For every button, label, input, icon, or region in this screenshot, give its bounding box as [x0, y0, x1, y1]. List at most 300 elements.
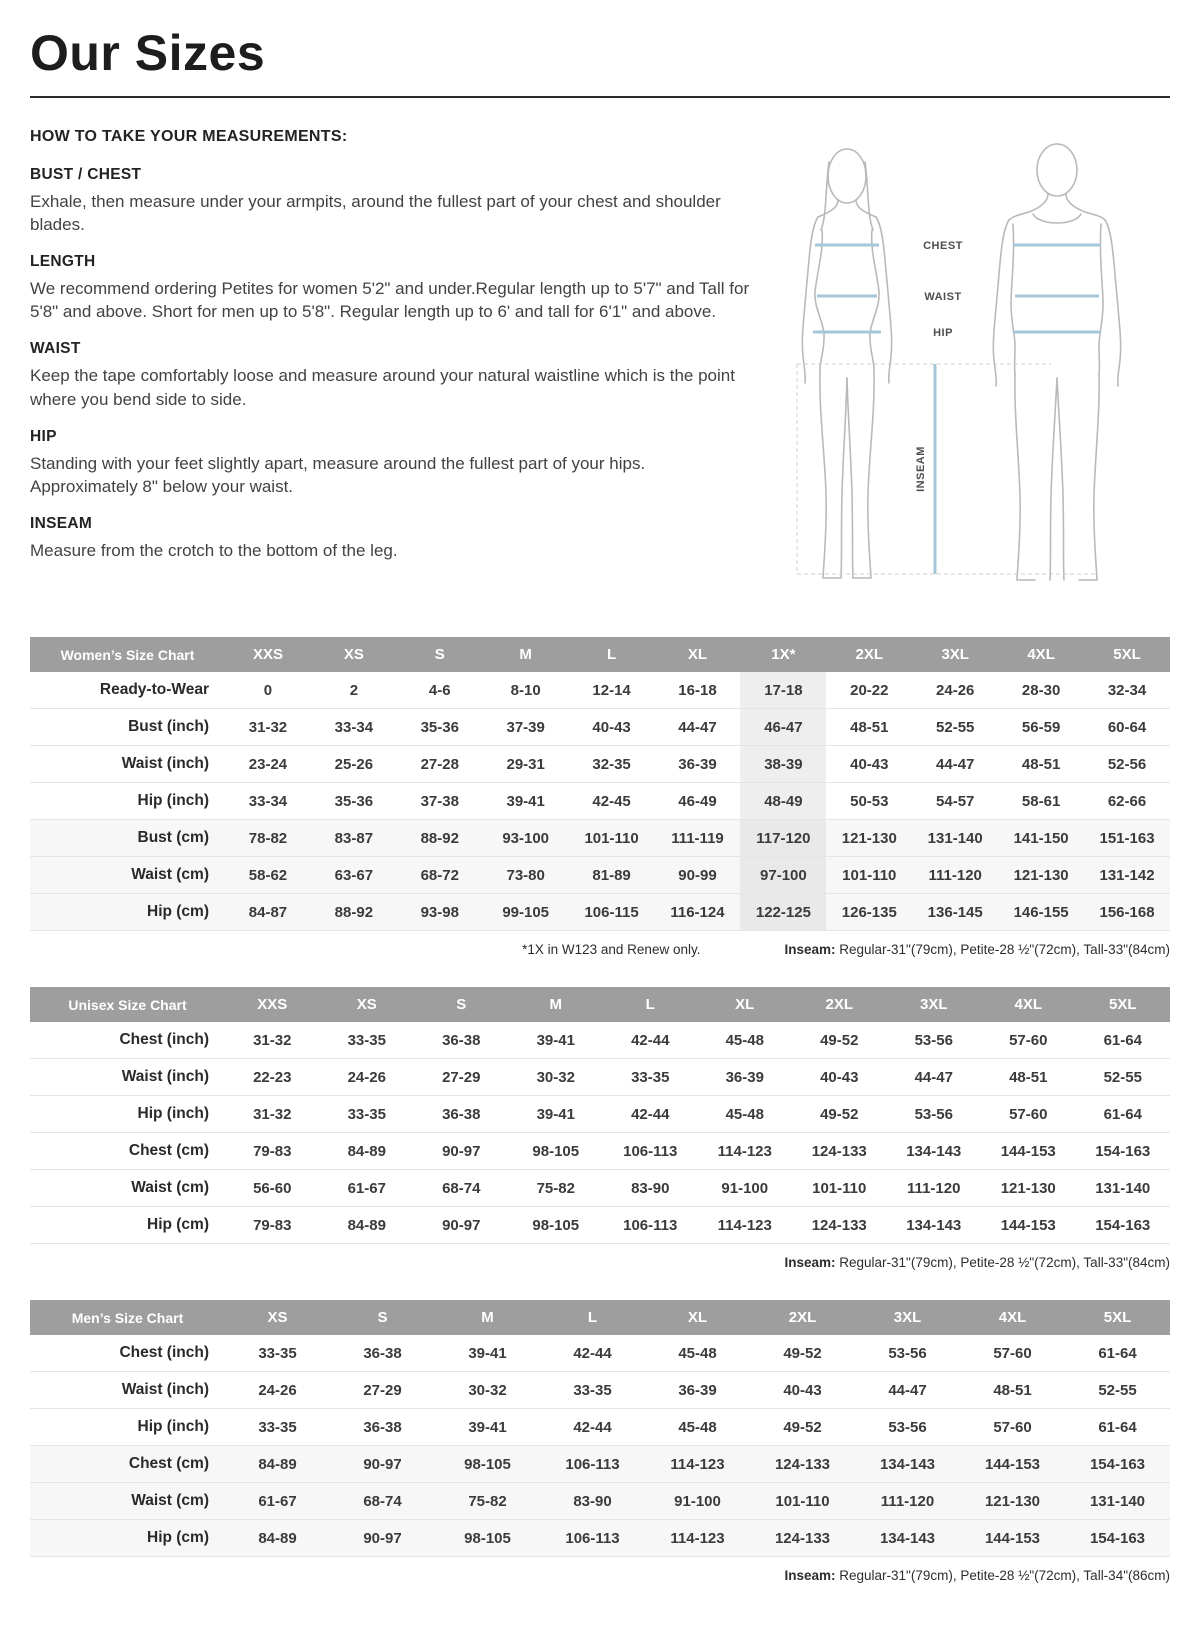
table-row — [30, 1483, 1170, 1520]
row-label-cell: Chest (cm) — [30, 1133, 225, 1170]
size-value-cell: 151-163 — [1084, 820, 1170, 857]
size-value-cell: 122-125 — [740, 894, 826, 931]
inseam-note-text: Regular-31"(79cm), Petite-28 ½"(72cm), Tall-33"(84cm) — [835, 1255, 1170, 1270]
size-value-cell: 124-133 — [750, 1520, 855, 1557]
size-value-cell: 121-130 — [981, 1170, 1076, 1207]
size-column-header: L — [603, 987, 698, 1022]
size-value-cell: 106-113 — [603, 1133, 698, 1170]
size-value-cell: 35-36 — [311, 783, 397, 820]
size-value-cell: 61-67 — [320, 1170, 415, 1207]
size-value-cell: 116-124 — [655, 894, 741, 931]
title-divider — [30, 96, 1170, 98]
size-value-cell: 83-90 — [540, 1483, 645, 1520]
size-value-cell: 156-168 — [1084, 894, 1170, 931]
size-column-header: 5XL — [1084, 637, 1170, 672]
size-value-cell: 23-24 — [225, 746, 311, 783]
size-value-cell: 32-35 — [569, 746, 655, 783]
inseam-note-label: Inseam: — [784, 1568, 836, 1583]
waist-diagram-label: WAIST — [924, 291, 962, 303]
size-value-cell: 68-74 — [330, 1483, 435, 1520]
row-label-cell: Waist (inch) — [30, 746, 225, 783]
size-value-cell: 75-82 — [435, 1483, 540, 1520]
size-column-header: XL — [645, 1300, 750, 1335]
size-column-header: 2XL — [826, 637, 912, 672]
table-row — [30, 1133, 1170, 1170]
size-value-cell: 30-32 — [435, 1372, 540, 1409]
size-value-cell: 44-47 — [912, 746, 998, 783]
inseam-diagram-label: INSEAM — [915, 446, 927, 492]
size-value-cell: 42-44 — [603, 1022, 698, 1059]
size-value-cell: 106-115 — [569, 894, 655, 931]
size-value-cell: 134-143 — [887, 1207, 982, 1244]
size-value-cell: 90-97 — [330, 1446, 435, 1483]
size-column-header: 4XL — [960, 1300, 1065, 1335]
guide-section-title: LENGTH — [30, 253, 96, 271]
size-value-cell: 42-44 — [603, 1096, 698, 1133]
size-tables — [30, 637, 1170, 1583]
guide-section-body: We recommend ordering Petites for women 5'2" and under.Regular length up to 5'7" and Tall for 5'8" and above. Short for men up to 5'8". Regular length up to 6' and tall for 6'1" and above. — [30, 279, 750, 322]
size-value-cell: 24-26 — [912, 672, 998, 709]
size-value-cell: 111-120 — [912, 857, 998, 894]
size-value-cell: 144-153 — [981, 1133, 1076, 1170]
size-value-cell: 93-98 — [397, 894, 483, 931]
size-value-cell: 124-133 — [792, 1207, 887, 1244]
table-header-row — [30, 637, 1170, 672]
size-value-cell: 20-22 — [826, 672, 912, 709]
size-value-cell: 144-153 — [960, 1446, 1065, 1483]
table-row — [30, 1059, 1170, 1096]
row-label-cell: Chest (inch) — [30, 1335, 225, 1372]
size-column-header: 5XL — [1076, 987, 1171, 1022]
size-value-cell: 84-89 — [320, 1133, 415, 1170]
inseam-note-label: Inseam: — [784, 942, 836, 957]
size-value-cell: 84-89 — [225, 1520, 330, 1557]
guide-section-title: INSEAM — [30, 514, 93, 532]
size-value-cell: 124-133 — [750, 1446, 855, 1483]
size-value-cell: 45-48 — [698, 1022, 793, 1059]
table-row — [30, 1446, 1170, 1483]
row-label-cell: Hip (inch) — [30, 1409, 225, 1446]
size-value-cell: 30-32 — [509, 1059, 604, 1096]
size-value-cell: 45-48 — [698, 1096, 793, 1133]
size-value-cell: 40-43 — [569, 709, 655, 746]
size-value-cell: 36-38 — [330, 1335, 435, 1372]
guide-section-body: Measure from the crotch to the bottom of the leg. — [30, 540, 398, 560]
size-column-header: 3XL — [887, 987, 982, 1022]
size-value-cell: 73-80 — [483, 857, 569, 894]
table-title-cell: Unisex Size Chart — [30, 987, 225, 1022]
size-value-cell: 111-120 — [887, 1170, 982, 1207]
size-value-cell: 31-32 — [225, 1096, 320, 1133]
size-value-cell: 39-41 — [483, 783, 569, 820]
size-value-cell: 16-18 — [655, 672, 741, 709]
table-row — [30, 709, 1170, 746]
size-value-cell: 83-90 — [603, 1170, 698, 1207]
size-value-cell: 40-43 — [750, 1372, 855, 1409]
size-value-cell: 27-29 — [330, 1372, 435, 1409]
size-value-cell: 101-110 — [792, 1170, 887, 1207]
size-value-cell: 121-130 — [826, 820, 912, 857]
size-value-cell: 52-55 — [912, 709, 998, 746]
size-value-cell: 49-52 — [792, 1096, 887, 1133]
size-value-cell: 117-120 — [740, 820, 826, 857]
inseam-note-text: Regular-31"(79cm), Petite-28 ½"(72cm), Tall-33"(84cm) — [835, 942, 1170, 957]
size-value-cell: 101-110 — [569, 820, 655, 857]
size-value-cell: 24-26 — [320, 1059, 415, 1096]
guide-section-length — [30, 253, 752, 323]
table-header-row — [30, 1300, 1170, 1335]
guide-section-body: Keep the tape comfortably loose and measure around your natural waistline which is the point where you bend side to side. — [30, 366, 735, 409]
instructions-heading: HOW TO TAKE YOUR MEASUREMENTS: — [30, 128, 348, 145]
size-value-cell: 22-23 — [225, 1059, 320, 1096]
guide-section-title: BUST / CHEST — [30, 166, 142, 183]
size-value-cell: 58-62 — [225, 857, 311, 894]
size-value-cell: 52-56 — [1084, 746, 1170, 783]
size-value-cell: 90-97 — [414, 1133, 509, 1170]
size-value-cell: 33-34 — [225, 783, 311, 820]
size-value-cell: 44-47 — [855, 1372, 960, 1409]
size-value-cell: 36-38 — [414, 1096, 509, 1133]
row-label-cell: Bust (cm) — [30, 820, 225, 857]
table-row — [30, 1335, 1170, 1372]
size-value-cell: 54-57 — [912, 783, 998, 820]
size-value-cell: 91-100 — [645, 1483, 750, 1520]
unisex-size-chart-section — [30, 987, 1170, 1270]
row-label-cell: Chest (cm) — [30, 1446, 225, 1483]
size-value-cell: 124-133 — [792, 1133, 887, 1170]
size-value-cell: 45-48 — [645, 1409, 750, 1446]
size-value-cell: 141-150 — [998, 820, 1084, 857]
size-value-cell: 134-143 — [855, 1520, 960, 1557]
size-value-cell: 4-6 — [397, 672, 483, 709]
table-row — [30, 783, 1170, 820]
size-value-cell: 75-82 — [509, 1170, 604, 1207]
size-value-cell: 39-41 — [509, 1096, 604, 1133]
measurement-instructions — [30, 124, 752, 579]
size-value-cell: 29-31 — [483, 746, 569, 783]
size-value-cell: 131-142 — [1084, 857, 1170, 894]
womens-size-chart-footnotes — [30, 942, 1170, 957]
size-column-header: 3XL — [912, 637, 998, 672]
size-value-cell: 31-32 — [225, 709, 311, 746]
size-value-cell: 57-60 — [981, 1096, 1076, 1133]
size-value-cell: 33-35 — [225, 1409, 330, 1446]
inseam-note-label: Inseam: — [784, 1255, 836, 1270]
size-value-cell: 44-47 — [887, 1059, 982, 1096]
size-column-header: XS — [320, 987, 415, 1022]
size-column-header: 5XL — [1065, 1300, 1170, 1335]
size-value-cell: 36-39 — [655, 746, 741, 783]
inseam-note — [784, 1568, 1170, 1583]
size-value-cell: 93-100 — [483, 820, 569, 857]
size-value-cell: 101-110 — [826, 857, 912, 894]
table-row — [30, 857, 1170, 894]
male-figure — [993, 144, 1120, 580]
size-value-cell: 84-89 — [225, 1446, 330, 1483]
guide-section-title: HIP — [30, 427, 57, 445]
body-measurement-diagram-svg — [764, 124, 1170, 602]
size-value-cell: 62-66 — [1084, 783, 1170, 820]
size-value-cell: 25-26 — [311, 746, 397, 783]
size-column-header: 3XL — [855, 1300, 960, 1335]
inseam-note — [784, 942, 1170, 957]
row-label-cell: Hip (inch) — [30, 783, 225, 820]
row-label-cell: Hip (cm) — [30, 1520, 225, 1557]
size-value-cell: 0 — [225, 672, 311, 709]
size-value-cell: 154-163 — [1076, 1207, 1171, 1244]
row-label-cell: Waist (cm) — [30, 1483, 225, 1520]
table-row — [30, 894, 1170, 931]
womens-size-chart — [30, 637, 1170, 931]
size-value-cell: 48-51 — [826, 709, 912, 746]
size-value-cell: 154-163 — [1065, 1446, 1170, 1483]
size-value-cell: 33-35 — [320, 1022, 415, 1059]
size-value-cell: 60-64 — [1084, 709, 1170, 746]
mens-size-chart — [30, 1300, 1170, 1557]
row-label-cell: Waist (inch) — [30, 1372, 225, 1409]
womens-size-chart-section — [30, 637, 1170, 957]
size-value-cell: 35-36 — [397, 709, 483, 746]
size-value-cell: 114-123 — [698, 1133, 793, 1170]
size-value-cell: 126-135 — [826, 894, 912, 931]
size-value-cell: 98-105 — [509, 1133, 604, 1170]
row-label-cell: Waist (cm) — [30, 857, 225, 894]
size-column-header: L — [569, 637, 655, 672]
size-column-header: XXS — [225, 637, 311, 672]
table-row — [30, 746, 1170, 783]
size-value-cell: 39-41 — [509, 1022, 604, 1059]
size-value-cell: 8-10 — [483, 672, 569, 709]
mens-size-chart-footnotes — [30, 1568, 1170, 1583]
size-value-cell: 48-49 — [740, 783, 826, 820]
size-value-cell: 36-38 — [330, 1409, 435, 1446]
size-column-header: 1X* — [740, 637, 826, 672]
size-value-cell: 53-56 — [855, 1335, 960, 1372]
size-value-cell: 131-140 — [912, 820, 998, 857]
size-value-cell: 39-41 — [435, 1409, 540, 1446]
size-value-cell: 12-14 — [569, 672, 655, 709]
size-column-header: 4XL — [998, 637, 1084, 672]
size-column-header: XS — [311, 637, 397, 672]
size-value-cell: 46-47 — [740, 709, 826, 746]
size-value-cell: 106-113 — [603, 1207, 698, 1244]
size-value-cell: 50-53 — [826, 783, 912, 820]
hip-diagram-label: HIP — [933, 327, 953, 339]
size-value-cell: 121-130 — [998, 857, 1084, 894]
size-value-cell: 49-52 — [750, 1335, 855, 1372]
size-value-cell: 84-89 — [320, 1207, 415, 1244]
size-value-cell: 24-26 — [225, 1372, 330, 1409]
guide-section-body: Standing with your feet slightly apart, measure around the fullest part of your hips. Approximately 8" below your waist. — [30, 453, 646, 496]
row-label-cell: Chest (inch) — [30, 1022, 225, 1059]
size-column-header: M — [509, 987, 604, 1022]
size-value-cell: 49-52 — [792, 1022, 887, 1059]
size-value-cell: 40-43 — [826, 746, 912, 783]
size-value-cell: 53-56 — [887, 1096, 982, 1133]
size-value-cell: 57-60 — [981, 1022, 1076, 1059]
table-row — [30, 1096, 1170, 1133]
table-row — [30, 820, 1170, 857]
size-value-cell: 48-51 — [998, 746, 1084, 783]
table-row — [30, 1170, 1170, 1207]
size-value-cell: 90-99 — [655, 857, 741, 894]
table-row — [30, 1520, 1170, 1557]
size-column-header: 4XL — [981, 987, 1076, 1022]
size-value-cell: 97-100 — [740, 857, 826, 894]
row-label-cell: Waist (cm) — [30, 1170, 225, 1207]
guide-section-title: WAIST — [30, 340, 81, 358]
size-value-cell: 79-83 — [225, 1207, 320, 1244]
guide-section-inseam — [30, 515, 752, 562]
size-value-cell: 57-60 — [960, 1335, 1065, 1372]
mens-size-chart-section — [30, 1300, 1170, 1583]
table-header-row — [30, 987, 1170, 1022]
size-value-cell: 31-32 — [225, 1022, 320, 1059]
size-value-cell: 114-123 — [698, 1207, 793, 1244]
unisex-size-chart — [30, 987, 1170, 1244]
size-value-cell: 2 — [311, 672, 397, 709]
chest-diagram-label: CHEST — [923, 240, 963, 252]
size-value-cell: 37-38 — [397, 783, 483, 820]
size-column-header: S — [397, 637, 483, 672]
size-value-cell: 52-55 — [1076, 1059, 1171, 1096]
table-row — [30, 672, 1170, 709]
size-value-cell: 63-67 — [311, 857, 397, 894]
size-value-cell: 114-123 — [645, 1446, 750, 1483]
guide-section-bust-chest — [30, 166, 752, 236]
size-value-cell: 134-143 — [855, 1446, 960, 1483]
row-label-cell: Ready-to-Wear — [30, 672, 225, 709]
size-value-cell: 57-60 — [960, 1409, 1065, 1446]
page-title: Our Sizes — [30, 25, 266, 81]
size-value-cell: 37-39 — [483, 709, 569, 746]
size-value-cell: 83-87 — [311, 820, 397, 857]
measurement-diagram — [764, 124, 1170, 607]
size-value-cell: 46-49 — [655, 783, 741, 820]
size-value-cell: 39-41 — [435, 1335, 540, 1372]
size-value-cell: 48-51 — [981, 1059, 1076, 1096]
size-column-header: XS — [225, 1300, 330, 1335]
size-value-cell: 144-153 — [981, 1207, 1076, 1244]
size-value-cell: 154-163 — [1065, 1520, 1170, 1557]
row-label-cell: Waist (inch) — [30, 1059, 225, 1096]
size-value-cell: 111-119 — [655, 820, 741, 857]
size-column-header: S — [414, 987, 509, 1022]
size-value-cell: 17-18 — [740, 672, 826, 709]
guide-section-body: Exhale, then measure under your armpits, around the fullest part of your chest and shoulder blades. — [30, 192, 721, 235]
size-value-cell: 61-64 — [1065, 1335, 1170, 1372]
table-row — [30, 1409, 1170, 1446]
size-value-cell: 136-145 — [912, 894, 998, 931]
size-value-cell: 79-83 — [225, 1133, 320, 1170]
size-value-cell: 33-35 — [603, 1059, 698, 1096]
size-column-header: L — [540, 1300, 645, 1335]
size-value-cell: 144-153 — [960, 1520, 1065, 1557]
size-value-cell: 33-35 — [225, 1335, 330, 1372]
size-column-header: M — [483, 637, 569, 672]
inseam-note-text: Regular-31"(79cm), Petite-28 ½"(72cm), Tall-34"(86cm) — [835, 1568, 1170, 1583]
row-label-cell: Hip (cm) — [30, 894, 225, 931]
size-value-cell: 146-155 — [998, 894, 1084, 931]
size-value-cell: 99-105 — [483, 894, 569, 931]
size-value-cell: 42-44 — [540, 1409, 645, 1446]
size-value-cell: 90-97 — [414, 1207, 509, 1244]
unisex-size-chart-footnotes — [30, 1255, 1170, 1270]
table-title-cell: Women’s Size Chart — [30, 637, 225, 672]
size-value-cell: 114-123 — [645, 1520, 750, 1557]
size-value-cell: 68-74 — [414, 1170, 509, 1207]
size-column-header: M — [435, 1300, 540, 1335]
size-value-cell: 56-59 — [998, 709, 1084, 746]
table-row — [30, 1372, 1170, 1409]
size-value-cell: 53-56 — [855, 1409, 960, 1446]
size-value-cell: 27-28 — [397, 746, 483, 783]
size-value-cell: 98-105 — [509, 1207, 604, 1244]
size-value-cell: 42-45 — [569, 783, 655, 820]
size-value-cell: 61-64 — [1076, 1022, 1171, 1059]
table-footnote: *1X in W123 and Renew only. — [522, 942, 701, 957]
size-value-cell: 27-29 — [414, 1059, 509, 1096]
row-label-cell: Hip (inch) — [30, 1096, 225, 1133]
size-value-cell: 58-61 — [998, 783, 1084, 820]
size-value-cell: 88-92 — [311, 894, 397, 931]
measurement-guide — [30, 124, 1170, 607]
size-value-cell: 36-39 — [645, 1372, 750, 1409]
size-value-cell: 81-89 — [569, 857, 655, 894]
table-row — [30, 1207, 1170, 1244]
size-value-cell: 84-87 — [225, 894, 311, 931]
size-value-cell: 131-140 — [1065, 1483, 1170, 1520]
size-value-cell: 33-34 — [311, 709, 397, 746]
size-value-cell: 48-51 — [960, 1372, 1065, 1409]
size-value-cell: 45-48 — [645, 1335, 750, 1372]
size-value-cell: 33-35 — [320, 1096, 415, 1133]
size-value-cell: 131-140 — [1076, 1170, 1171, 1207]
size-value-cell: 61-64 — [1065, 1409, 1170, 1446]
size-value-cell: 68-72 — [397, 857, 483, 894]
size-value-cell: 49-52 — [750, 1409, 855, 1446]
size-value-cell: 78-82 — [225, 820, 311, 857]
instruction-sections — [30, 166, 752, 562]
size-value-cell: 121-130 — [960, 1483, 1065, 1520]
size-column-header: 2XL — [750, 1300, 855, 1335]
size-value-cell: 106-113 — [540, 1520, 645, 1557]
size-value-cell: 53-56 — [887, 1022, 982, 1059]
size-value-cell: 52-55 — [1065, 1372, 1170, 1409]
size-value-cell: 38-39 — [740, 746, 826, 783]
inseam-note — [784, 1255, 1170, 1270]
diagram-labels — [915, 240, 963, 492]
size-value-cell: 36-38 — [414, 1022, 509, 1059]
size-value-cell: 154-163 — [1076, 1133, 1171, 1170]
size-value-cell: 61-67 — [225, 1483, 330, 1520]
size-value-cell: 134-143 — [887, 1133, 982, 1170]
size-value-cell: 61-64 — [1076, 1096, 1171, 1133]
guide-section-hip — [30, 428, 752, 498]
size-value-cell: 98-105 — [435, 1520, 540, 1557]
guide-section-waist — [30, 340, 752, 410]
size-value-cell: 56-60 — [225, 1170, 320, 1207]
size-column-header: XL — [655, 637, 741, 672]
size-value-cell: 90-97 — [330, 1520, 435, 1557]
size-value-cell: 28-30 — [998, 672, 1084, 709]
table-title-cell: Men’s Size Chart — [30, 1300, 225, 1335]
size-column-header: XL — [698, 987, 793, 1022]
size-column-header: 2XL — [792, 987, 887, 1022]
size-value-cell: 98-105 — [435, 1446, 540, 1483]
size-value-cell: 91-100 — [698, 1170, 793, 1207]
size-value-cell: 44-47 — [655, 709, 741, 746]
